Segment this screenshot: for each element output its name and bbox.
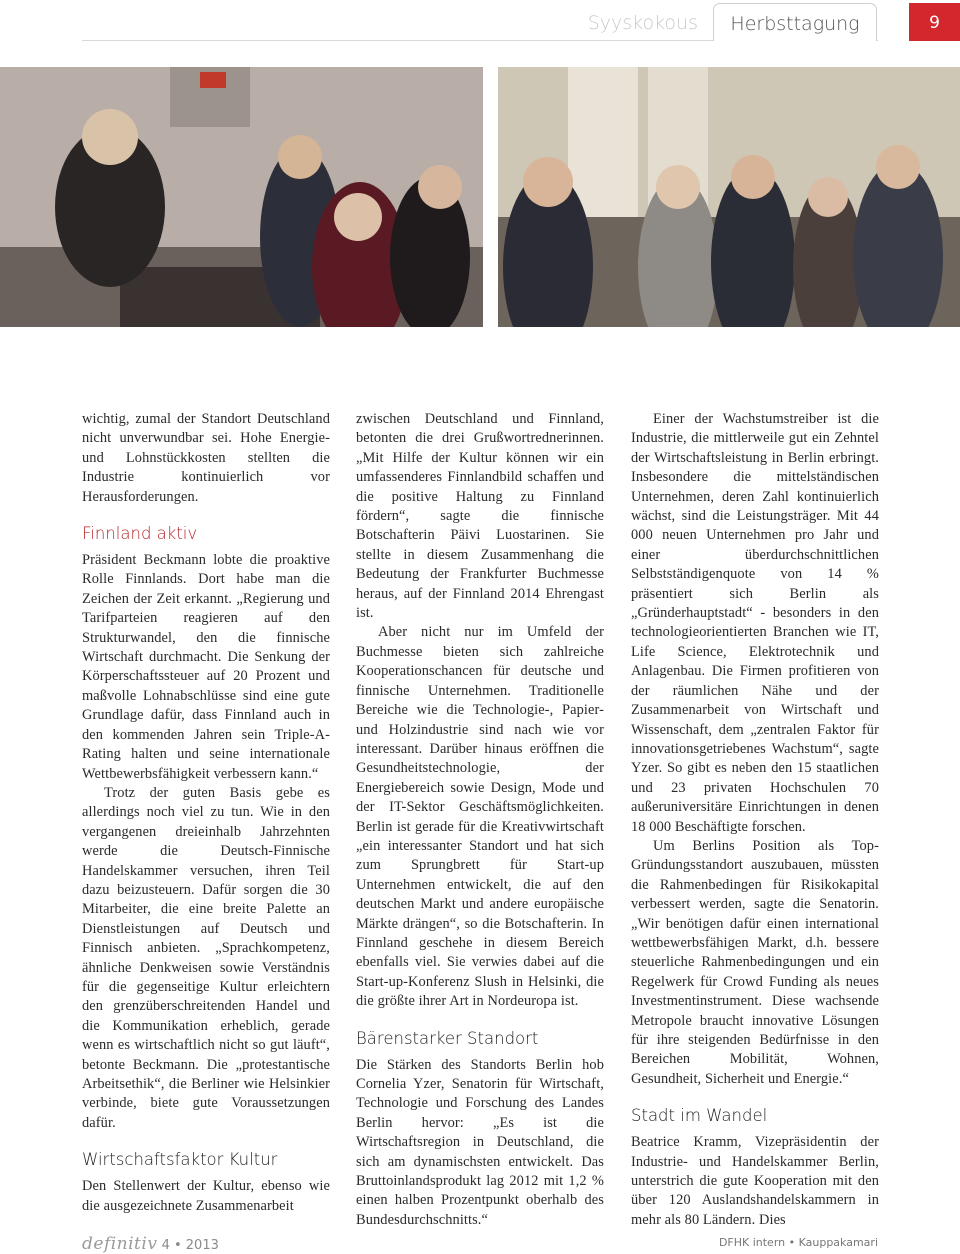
paragraph: Den Stellenwert der Kultur, ebenso wie die ausgezeichnete Zusammenarbeit — [82, 1178, 330, 1214]
hotel-reception-scene-icon — [0, 67, 483, 327]
paragraph: Trotz der guten Basis gebe es allerdings noch viel zu tun. Wie in den vergangenen dreieinhalb Jahrzehnten werde die Deutsch-Finnische Handelskammer versuchen, ihren Teil dazu beizusteuern. Dafür sorgen die 30 Mitarbeiter, die eine breite Palette an Dienstleistungen auf Deutsch und Finnisch anbieten. „Sprachkompetenz, ähnliche Denkweisen sowie Verständnis für die gegenseitige Kultur erleichtern den grenzüberschreitenden Handel und die Kommunikation erheblich, gerade wenn es wirtschaftlich nicht so gut läuft“, betonte Beckmann. Die „protestantische Arbeitsethik“, die Berliner wie Helsinkier verbinde, biete gute Voraussetzungen dafür. — [82, 784, 330, 1131]
text-column-1 — [82, 410, 330, 1216]
paragraph: Aber nicht nur im Umfeld der Buchmesse bieten sich zahlreiche Kooperationschancen für deutsche und finnische Unternehmen. Traditionelle Bereiche wie die Technologie-, Papier- und Holzindustrie sind nach wie vor interessant. Darüber hinaus eröffnen die Gesundheitstechnologie, der Energiebereich sowie Design, Mode und der IT-Sektor Geschäftsmöglichkeiten. Berlin ist gerade für die Kreativwirtschaft „ein interessanter Standort und hat sich zum Sprungbrett für Start-up Unternehmen entwickelt, die auf den deutschen Markt und andere europäische Märkte drängen“, so die Botschafterin. In Finnland geschehe in diesem Bereich ebenfalls viel. Sie verwies dabei auf die Start-up-Konferenz Slush in Helsinki, die die größte ihrer Art in Nordeuropa ist. — [356, 624, 604, 1010]
page-header — [0, 0, 960, 44]
paragraph: Einer der Wachstumstreiber ist die Industrie, die mittlerweile gut ein Zehntel der Wirtschaftsleistung in Berlin erbringt. Insbesondere die mittelständischen Unternehmen, deren Zahl kontinuierlich wächst, sind die Leistungsträger. Mit 44 000 neuen Unternehmen pro Jahr und einer überdurchschnittlichen Selbstständigenquote von 14 % präsentiert sich Berlin als „Gründerhauptstadt“ - besonders in den technologieorientierten Branchen wie IT, Life Science, Elektrotechnik und Anlagenbau. Die Firmen profitieren von der räumlichen Nähe und der Zusammenarbeit von Wirtschaft und Wissenschaft, dem „zentralen Faktor für innovationsgetriebenes Wachstum“, sagte Yzer. So gibt es neben den 15 staatlichen und 23 privaten Hochschulen 70 außeruniversitäre Einrichtungen in denen 18 000 Beschäftigte forschen. — [631, 411, 879, 835]
subheading-baerenstarker-standort: Bärenstarker Standort — [356, 1028, 539, 1048]
text-column-3 — [631, 410, 879, 1230]
issue-number: 4 • 2013 — [161, 1238, 219, 1253]
reception-guests-scene-icon — [498, 67, 960, 327]
tab-syyskokous[interactable]: Syyskokous — [587, 12, 698, 34]
paragraph: wichtig, zumal der Standort Deutschland nicht unverwundbar sei. Hohe Energie- und Lohnstückkosten stellten die Industrie kontinuierlich vor Herausforderungen. — [82, 411, 330, 505]
paragraph: zwischen Deutschland und Finnland, betonten die drei Grußwortrednerinnen. „Mit Hilfe der Kultur können wir ein umfassenderes Finnlandbild schaffen und die positive Haltung zu Finnland fördern“, sagte die finnische Botschafterin Päivi Luostarinen. Sie stellte in diesem Zusammenhang die Bedeutung der Frankfurter Buchmesse heraus, auf der Finnland 2014 Ehrengast ist. — [356, 411, 604, 622]
photo-reception-desk — [0, 67, 483, 327]
photo-reception-guests — [498, 67, 960, 327]
footer-section: DFHK intern • Kauppakamari — [718, 1236, 878, 1249]
paragraph: Beatrice Kramm, Vizepräsidentin der Industrie- und Handelskammer Berlin, unterstrich die gute Kooperation mit den über 120 Auslandshandelskammern in mehr als 80 Ländern. Dies — [631, 1134, 879, 1228]
subheading-stadt-im-wandel: Stadt im Wandel — [631, 1106, 768, 1126]
text-column-2 — [356, 410, 604, 1230]
footer-brand — [82, 1234, 219, 1254]
brand-logo: definitiv — [82, 1234, 158, 1254]
paragraph: Präsident Beckmann lobte die proaktive Rolle Finnlands. Dort habe man die Zeichen der Zeit erkannt. „Regierung und Tarifparteien reagieren auf den Strukturwandel, den die finnische Wirtschaft durchmacht. Die Senkung der Körperschaftssteuer auf 20 Prozent und maßvolle Lohnabschlüsse sind eine gute Grundlage dafür, dass Finnland auch in den kommenden Jahren sein Triple-A-Rating halten und seine internationale Wettbewerbsfähigkeit verbessern kann.“ — [82, 552, 330, 782]
paragraph: Die Stärken des Standorts Berlin hob Cornelia Yzer, Senatorin für Wirtschaft, Technologie und Forschung des Landes Berlin hervor: „Es ist die Wirtschaftsregion in Deutschland, die sich am dynamischsten entwickelt. Das Bruttoinlandsprodukt lag 2012 mit 1,2 % einen halben Prozentpunkt oberhalb des Bundesdurchschnitts.“ — [356, 1056, 604, 1228]
tab-herbsttagung[interactable]: Herbsttagung — [713, 3, 877, 41]
paragraph: Um Berlins Position als Top-Gründungsstandort auszubauen, müssten die Rahmenbedingen für Risikokapital verbessert werden, sagte die Senatorin. „Wir benötigen dafür einen international wettbewerbsfähigen Markt, d.h. bessere steuerliche Rahmenbedingungen und ein Regelwerk für Crowd Funding als neues Investmentinstrument. Diese wachsende Metropole braucht innovative Lösungen für ihre steigenden Bedürfnisse in den Bereichen Mobilität, Wohnen, Gesundheit, Sicherheit und Energie.“ — [631, 837, 879, 1087]
subheading-wirtschaftsfaktor-kultur: Wirtschaftsfaktor Kultur — [82, 1150, 278, 1170]
page-number: 9 — [909, 3, 960, 41]
subheading-finnland-aktiv: Finnland aktiv — [82, 524, 198, 544]
